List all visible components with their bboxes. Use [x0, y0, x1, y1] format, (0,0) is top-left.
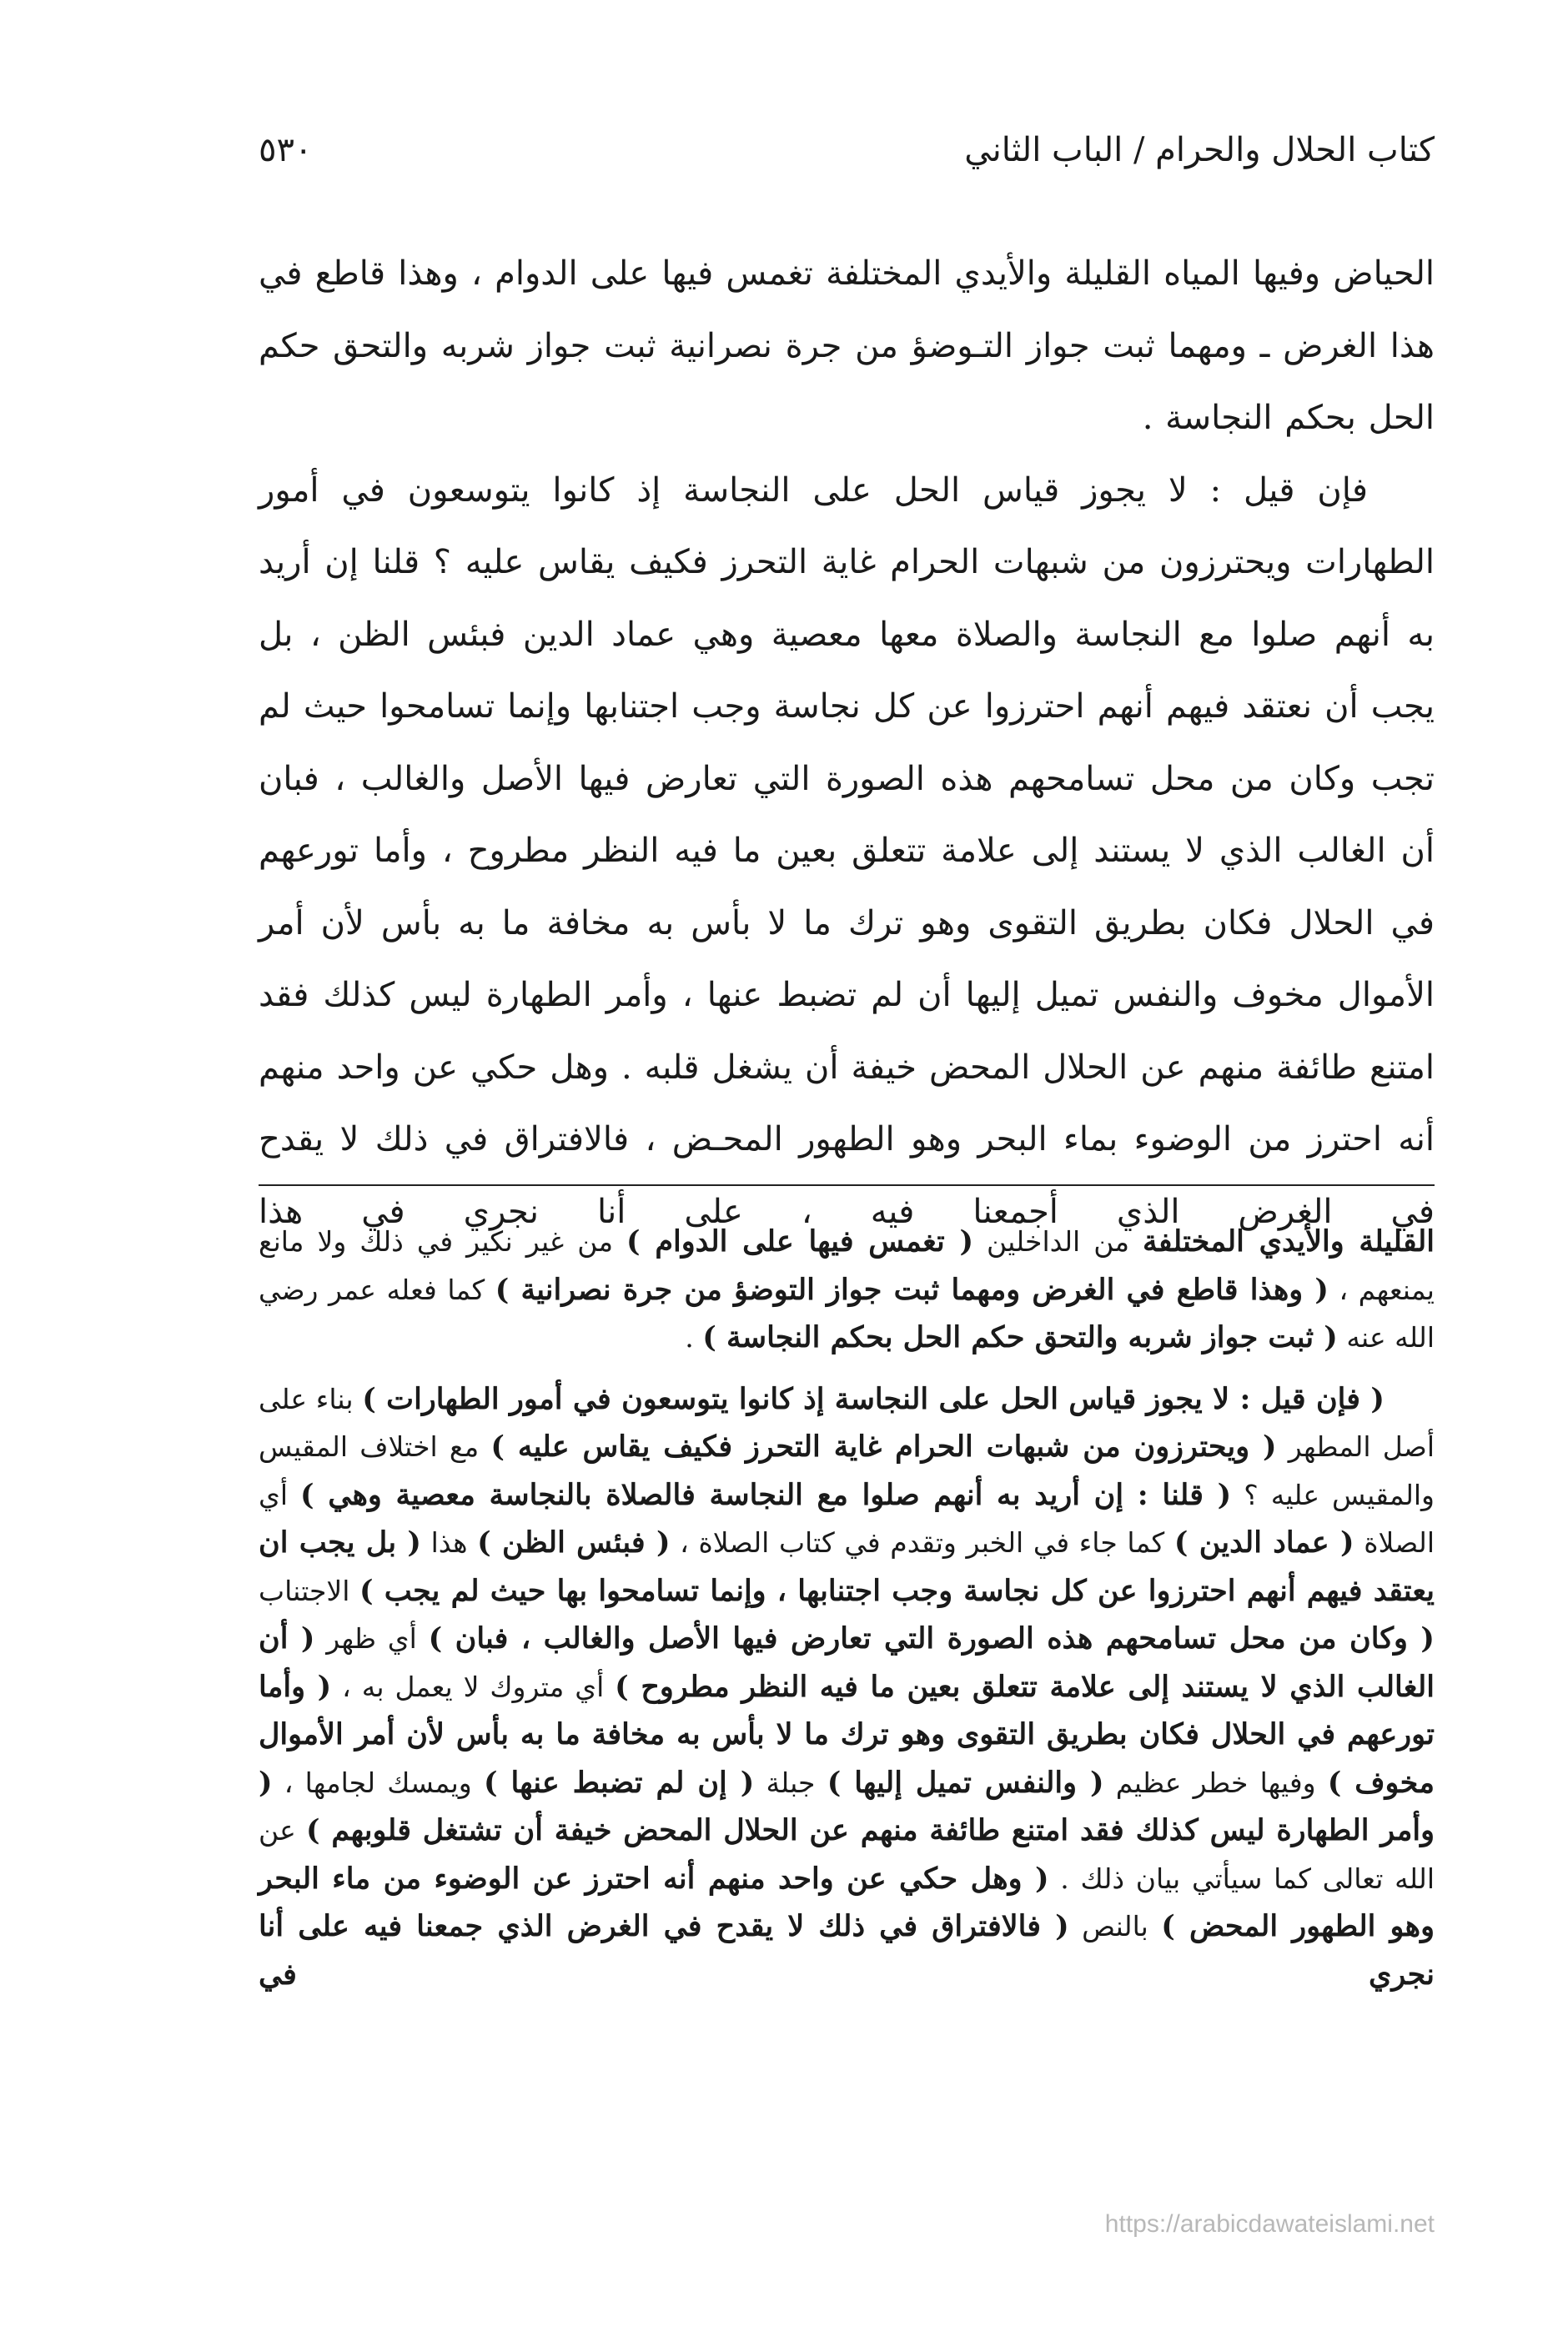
- quoted-text: ( وهذا قاطع في الغرض ومهما ثبت جواز التوضؤ من جرة نصرانية ): [495, 1272, 1329, 1307]
- commentary-text: من غير نكير في ذلك ولا مانع يمنعهم ،: [259, 1225, 1435, 1306]
- commentary-text: الاجتناب: [259, 1574, 359, 1607]
- watermark-url: https://arabicdawateislami.net: [1104, 2210, 1435, 2238]
- quoted-text: ( قلنا : إن أريد به أنهم صلوا مع النجاسة فالصلاة بالنجاسة معصية وهي ): [300, 1477, 1232, 1512]
- page-header: [259, 117, 1435, 183]
- main-paragraph-1: الحياض وفيها المياه القليلة والأيدي المختلفة تغمس فيها على الدوام ، وهذا قاطع في هذا الغرض ـ ومهما ثبت جواز التـوضؤ من جرة نصرانية ثبت جواز شربه والتحق حكم الحل بحكم النجاسة .: [259, 254, 1435, 437]
- page-number: ٥٣٠: [259, 131, 313, 169]
- quoted-text: ( فإن قيل : لا يجوز قياس الحل على النجاسة إذ كانوا يتوسعون في أمور الطهارات ): [362, 1381, 1385, 1416]
- quoted-text: ( أن الغالب الذي لا يستند إلى علامة تتعلق بعين ما فيه النظر مطروح ): [259, 1621, 1435, 1704]
- commentary-text: جبلة: [754, 1766, 827, 1799]
- commentary-text: هذا: [420, 1526, 478, 1559]
- main-paragraph-2: فإن قيل : لا يجوز قياس الحل على النجاسة إذ كانوا يتوسعون في أمور الطهارات ويحترزون من شبهات الحرام غاية التحرز فكيف يقاس عليه ؟ قلنا إن أريد به أنهم صلوا مع النجاسة والصلاة معها معصية وهي عماد الدين فبئس الظن ، بل يجب أن نعتقد فيهم أنهم احترزوا عن كل نجاسة وجب اجتنابها وإنما تسامحوا حيث لم تجب وكان من محل تسامحهم هذه الصورة التي تعارض فيها الأصل والغالب ، فبان أن الغالب الذي لا يستند إلى علامة تتعلق بعين ما فيه النظر مطروح ، وأما تورعهم في الحلال فكان بطريق التقوى وهو ترك ما لا بأس به مخافة ما به بأس لأن أمر الأموال مخوف والنفس تميل إليها أن لم تضبط عنها ، وأمر الطهارة ليس كذلك فقد امتنع طائفة منهم عن الحلال المحض خيفة أن يشغل قلبه . وهل حكي عن واحد منهم أنه احترز من الوضوء بماء البحر وهو الطهور المحـض ، فالافتراق في ذلك لا يقدح في الغرض الذي أجمعنا فيه ، على أنا نجري في هذا: [259, 470, 1435, 1231]
- quoted-text: ( بل يجب ان يعتقد فيهم أنهم احترزوا عن كل نجاسة وجب اجتنابها ، وإنما تسامحوا بها حيث لم يجب ): [259, 1525, 1435, 1608]
- quoted-text: ( فالافتراق في ذلك لا يقدح في الغرض الذي جمعنا فيه على أنا نجري في: [259, 1909, 1435, 1992]
- commentary: [259, 1218, 1435, 1998]
- commentary-text: من الداخلين: [973, 1225, 1143, 1258]
- commentary-paragraph-2: [259, 1375, 1435, 1999]
- running-title: كتاب الحلال والحرام / الباب الثاني: [964, 131, 1435, 169]
- quoted-text: ( تغمس فيها على الدوام ): [626, 1224, 974, 1259]
- commentary-text: .: [685, 1321, 703, 1354]
- quoted-text: ( وأما تورعهم في الحلال فكان بطريق التقوى وهو ترك ما لا بأس به مخافة ما به بأس لأن أمر الأموال مخوف ): [259, 1669, 1435, 1800]
- quoted-text: ( وأمر الطهارة ليس كذلك فقد امتنع طائفة منهم عن الحلال المحض خيفة أن تشتغل قلوبهم ): [259, 1765, 1435, 1847]
- commentary-paragraph-1: [259, 1218, 1435, 1362]
- quoted-text: ( فبئس الظن ): [477, 1525, 671, 1560]
- commentary-text: أي متروك لا يعمل به ،: [331, 1670, 616, 1703]
- quoted-text: ( ويحترزون من شبهات الحرام غاية التحرز فكيف يقاس عليه ): [490, 1430, 1277, 1464]
- footnote-divider: [259, 1184, 1435, 1186]
- commentary-text: وفيها خطر عظيم: [1103, 1766, 1328, 1799]
- quoted-text: ( والنفس تميل إليها ): [827, 1765, 1104, 1800]
- quoted-text: ( وهل حكي عن واحد منهم أنه احترز عن الوضوء من ماء البحر وهو الطهور المحض ): [259, 1861, 1435, 1943]
- commentary-text: بالنص: [1068, 1910, 1162, 1942]
- commentary-text: كما جاء في الخبر وتقدم في كتاب الصلاة ،: [670, 1526, 1174, 1559]
- commentary-text: أي ظهر: [314, 1622, 429, 1655]
- quoted-text: ( عماد الدين ): [1173, 1525, 1354, 1560]
- commentary-text: كما فعله عمر رضي الله عنه: [259, 1273, 1435, 1354]
- quoted-text: ( ثبت جواز شربه والتحق حكم الحل بحكم النجاسة ): [702, 1320, 1338, 1354]
- quoted-text: القليلة والأيدي المختلفة: [1143, 1224, 1435, 1259]
- quoted-text: ( وكان من محل تسامحهم هذه الصورة التي تعارض فيها الأصل والغالب ، فبان ): [428, 1621, 1435, 1656]
- commentary-text: مع اختلاف المقيس والمقيس عليه ؟: [259, 1430, 1435, 1511]
- quoted-text: ( إن لم تضبط عنها ): [483, 1765, 755, 1800]
- commentary-text: أي الصلاة: [259, 1478, 1435, 1559]
- main-text: [259, 238, 1435, 1248]
- commentary-text: ويمسك لجامها ،: [272, 1766, 484, 1799]
- commentary-text: عن الله تعالى كما سيأتي بيان ذلك .: [259, 1814, 1435, 1895]
- commentary-text: بناء على أصل المطهر: [259, 1382, 1435, 1463]
